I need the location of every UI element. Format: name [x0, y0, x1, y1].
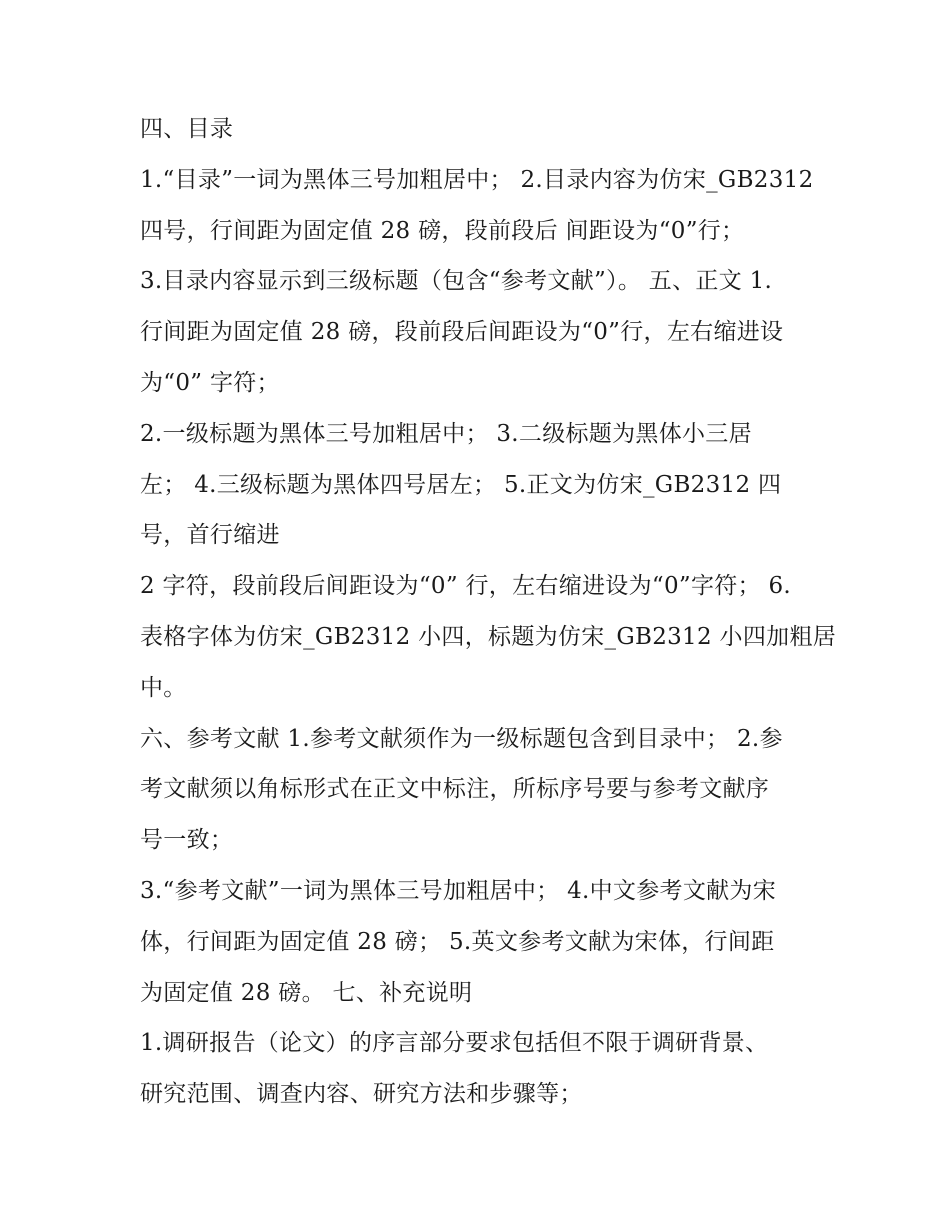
text-line: 左； 4.三级标题为黑体四号居左； 5.正文为仿宋_GB2312 四 [140, 471, 782, 498]
text-line: 为“0” 字符； [140, 369, 280, 396]
text-line: 号一致； [140, 827, 234, 854]
text-line: 1.调研报告（论文）的序言部分要求包括但不限于调研背景、 [140, 1030, 769, 1057]
text-line: 3.“参考文献”一词为黑体三号加粗居中； 4.中文参考文献为宋 [140, 877, 777, 904]
text-line: 四号，行间距为固定值 28 磅，段前段后 间距设为“0”行； [140, 217, 745, 244]
text-line: 行间距为固定值 28 磅，段前段后间距设为“0”行，左右缩进设 [140, 319, 784, 346]
text-line: 体，行间距为固定值 28 磅； 5.英文参考文献为宋体，行间距 [140, 928, 775, 955]
text-line: 六、参考文献 1.参考文献须作为一级标题包含到目录中； 2.参 [140, 725, 783, 752]
document-body [140, 104, 837, 1120]
text-line: 3.目录内容显示到三级标题（包含“参考文献”）。 五、正文 1. [140, 268, 773, 295]
text-line: 研究范围、调查内容、研究方法和步骤等； [140, 1081, 583, 1108]
text-line: 2.一级标题为黑体三号加粗居中； 3.二级标题为黑体小三居 [140, 420, 752, 447]
text-line: 中。 [140, 674, 187, 701]
text-line: 2 字符，段前段后间距设为“0” 行，左右缩进设为“0”字符； 6. [140, 573, 792, 600]
text-line: 1.“目录”一词为黑体三号加粗居中； 2.目录内容为仿宋_GB2312 [140, 166, 814, 193]
text-line: 考文献须以角标形式在正文中标注，所标序号要与参考文献序 [140, 776, 770, 803]
text-line: 为固定值 28 磅。 七、补充说明 [140, 979, 473, 1006]
text-line: 号，首行缩进 [140, 522, 280, 549]
text-line: 四、目录 [140, 116, 234, 142]
text-line: 表格字体为仿宋_GB2312 小四，标题为仿宋_GB2312 小四加粗居 [140, 623, 837, 650]
